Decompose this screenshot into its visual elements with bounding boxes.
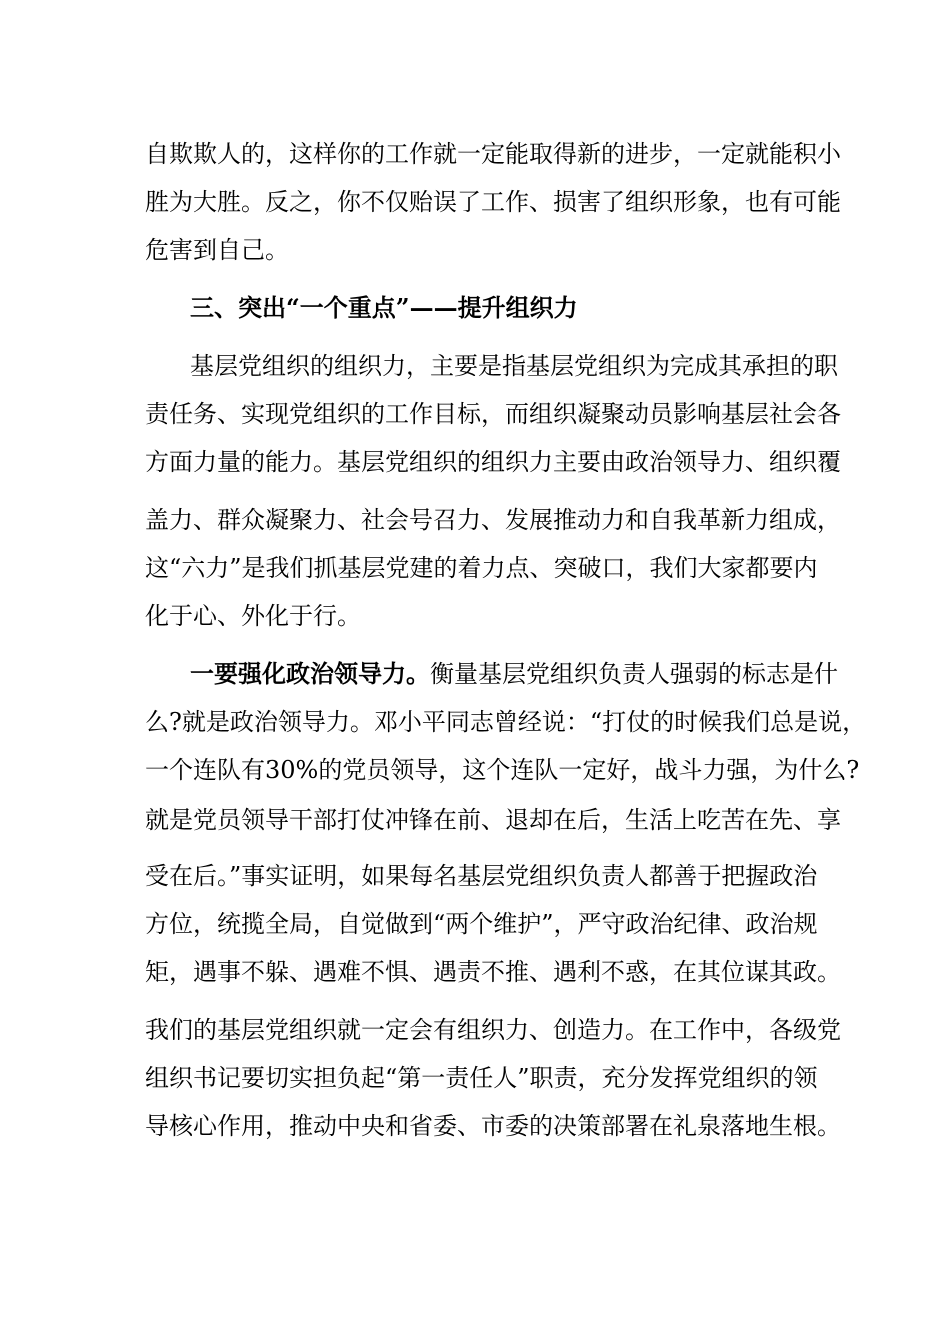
text-line: 衡量基层党组织负责人强弱的标志是什 [430, 660, 838, 688]
text-line: 矩，遇事不躲、遇难不惧、遇责不推、遇利不惑，在其位谋其政。 [145, 958, 841, 986]
text-line: 就是党员领导干部打仗冲锋在前、退却在后，生活上吃苦在先、享 [145, 806, 841, 834]
text-line: 受在后。”事实证明，如果每名基层党组织负责人都善于把握政治 [145, 862, 818, 890]
text-line: 一个连队有30%的党员领导，这个连队一定好，战斗力强，为什么? [145, 756, 860, 784]
text-line: 危害到自己。 [145, 236, 289, 264]
text-line: 胜为大胜。反之，你不仅贻误了工作、损害了组织形象，也有可能 [145, 188, 841, 216]
text-line: 方位，统揽全局，自觉做到“两个维护”，严守政治纪律、政治规 [145, 910, 818, 938]
text-line: 自欺欺人的，这样你的工作就一定能取得新的进步，一定就能积小 [145, 140, 841, 168]
text-line: 么?就是政治领导力。邓小平同志曾经说：“打仗的时候我们总是说， [145, 708, 867, 736]
text-line: 方面力量的能力。基层党组织的组织力主要由政治领导力、组织覆 [145, 448, 841, 476]
section-heading: 三、突出“一个重点”——提升组织力 [190, 293, 578, 322]
text-line: 责任务、实现党组织的工作目标，而组织凝聚动员影响基层社会各 [145, 400, 841, 428]
lead-phrase: 一要强化政治领导力。 [190, 659, 430, 688]
text-line-with-lead [190, 654, 838, 694]
text-line: 我们的基层党组织就一定会有组织力、创造力。在工作中，各级党 [145, 1016, 841, 1044]
text-line: 这“六力”是我们抓基层党建的着力点、突破口，我们大家都要内 [145, 554, 818, 582]
text-line: 盖力、群众凝聚力、社会号召力、发展推动力和自我革新力组成， [145, 506, 841, 534]
text-line: 化于心、外化于行。 [145, 602, 361, 630]
text-line: 导核心作用，推动中央和省委、市委的决策部署在礼泉落地生根。 [145, 1112, 841, 1140]
text-line: 基层党组织的组织力，主要是指基层党组织为完成其承担的职 [190, 352, 838, 380]
text-line: 组织书记要切实担负起“第一责任人”职责，充分发挥党组织的领 [145, 1064, 818, 1092]
